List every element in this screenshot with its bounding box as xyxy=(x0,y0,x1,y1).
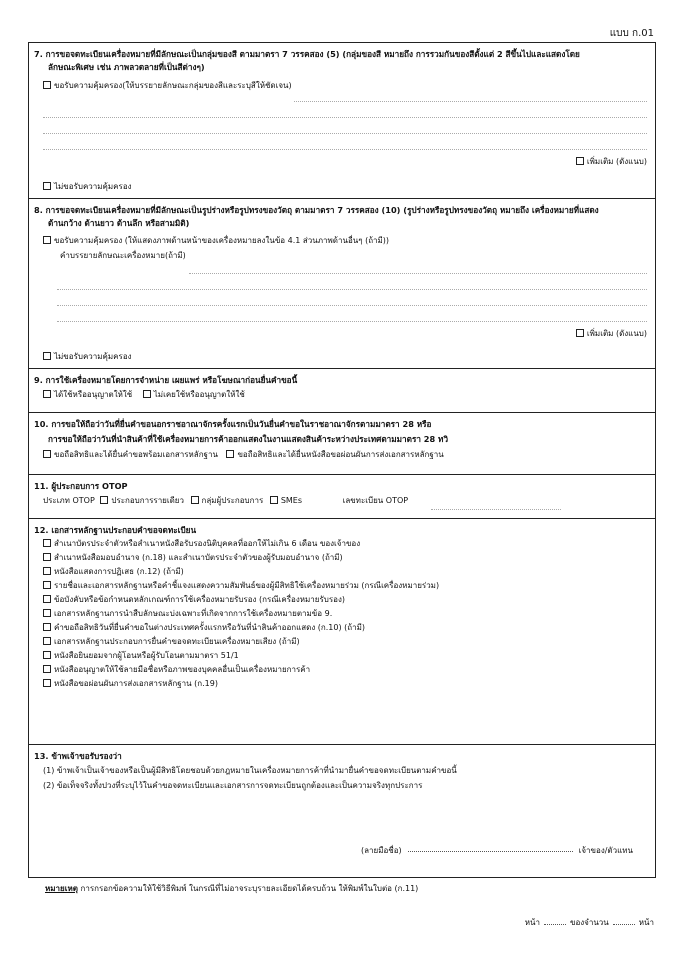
doc-checkbox[interactable] xyxy=(43,623,51,631)
section-7-line[interactable] xyxy=(294,101,647,102)
section-10-title: 10. การขอให้ถือว่าวันที่ยื่นคำขอนอกราชอาณาจักรครั้งแรกเป็นวันยื่นคำขอในราชอาณาจักรตามมาตรา 28 หรือ xyxy=(34,419,432,429)
section-7-title: 7. การขอจดทะเบียนเครื่องหมายที่มีลักษณะเป็นกลุ่มของสี ตามมาตรา 7 วรรคสอง (5) (กลุ่มของสี หมายถึง การรวมกันของสีตั้งแต่ 2 สีขึ้นไปและแสดงโดย xyxy=(34,49,580,59)
section-9-used-label: ได้ใช้หรืออนุญาตให้ใช้ xyxy=(54,390,133,400)
doc-checkbox[interactable] xyxy=(43,539,51,547)
section-10-claim-waiver-checkbox[interactable] xyxy=(226,450,234,458)
section-8-title: 8. การขอจดทะเบียนเครื่องหมายที่มีลักษณะเป็นรูปร่างหรือรูปทรงของวัตถุ ตามมาตรา 7 วรรคสอง (10) (รูปร่างหรือรูปทรงของวัตถุ หมายถึง เครื่องหมายที่แสดง xyxy=(34,205,599,215)
form-code: แบบ ก.01 xyxy=(609,28,654,39)
section-11-type-label: ประเภท OTOP xyxy=(43,496,95,506)
section-8-no-claim-checkbox[interactable] xyxy=(43,352,51,360)
section-7-line[interactable] xyxy=(43,149,647,150)
section-8-title-cont: ด้านกว้าง ด้านยาว ด้านลึก หรือสามมิติ) xyxy=(48,218,190,229)
section-8-desc-label: คำบรรยายลักษณะเครื่องหมาย(ถ้ามี) xyxy=(60,250,186,260)
section-13 xyxy=(29,745,655,879)
section-11-single-label: ประกอบการรายเดียว xyxy=(111,496,184,506)
certify-line-1: (1) ข้าพเจ้าเป็นเจ้าของหรือเป็นผู้มีสิทธิโดยชอบด้วยกฎหมายในเครื่องหมายการค้าที่นำมายื่นคำขอจดทะเบียนตามคำขอนี้ xyxy=(43,766,457,776)
section-8-claim-checkbox[interactable] xyxy=(43,236,51,244)
signature-field[interactable] xyxy=(408,851,573,852)
doc-label: หนังสือขอผ่อนผันการส่งเอกสารหลักฐาน (ก.19) xyxy=(54,679,218,689)
section-7 xyxy=(29,43,655,199)
section-7-no-claim-label: ไม่ขอรับความคุ้มครอง xyxy=(54,182,132,191)
signature-role: เจ้าของ/ตัวแทน xyxy=(578,846,633,855)
section-7-no-claim-checkbox[interactable] xyxy=(43,182,51,190)
section-11-reg-label: เลขทะเบียน OTOP xyxy=(342,496,409,506)
section-13-title: 13. ข้าพเจ้าขอรับรองว่า xyxy=(34,751,122,761)
section-11-reg-input[interactable] xyxy=(431,509,561,510)
section-9-not-used-checkbox[interactable] xyxy=(143,390,151,398)
doc-label: คำขอถือสิทธิวันที่ยื่นคำขอในต่างประเทศครั้งแรกหรือวันที่นำสินค้าออกแสดง (ก.10) (ถ้ามี) xyxy=(54,623,365,633)
section-8 xyxy=(29,199,655,369)
section-8-line[interactable] xyxy=(57,321,647,322)
form-frame xyxy=(28,42,656,878)
section-11-group-checkbox[interactable] xyxy=(191,496,199,504)
doc-checkbox[interactable] xyxy=(43,679,51,687)
doc-checkbox[interactable] xyxy=(43,665,51,673)
section-8-claim-label: ขอรับความคุ้มครอง (ให้แสดงภาพด้านหน้าของเครื่องหมายลงในข้อ 4.1 ส่วนภาพด้านอื่นๆ (ถ้ามี)) xyxy=(54,235,390,245)
total-pages-field[interactable] xyxy=(613,924,635,925)
section-11 xyxy=(29,475,655,519)
section-8-more-checkbox[interactable] xyxy=(576,329,584,337)
section-8-line[interactable] xyxy=(189,273,647,274)
section-7-more-checkbox[interactable] xyxy=(576,157,584,165)
footnote xyxy=(45,884,418,894)
doc-label: ข้อบังคับหรือข้อกำหนดหลักเกณฑ์การใช้เครื่องหมายรับรอง (กรณีเครื่องหมายรับรอง) xyxy=(54,595,345,605)
section-9 xyxy=(29,369,655,413)
section-11-title: 11. ผู้ประกอบการ OTOP xyxy=(34,481,128,491)
section-7-claim-label: ขอรับความคุ้มครอง(ให้บรรยายลักษณะกลุ่มของสีและระบุสีให้ชัดเจน) xyxy=(54,80,292,90)
section-10-title-cont: การขอให้ถือว่าวันที่นำสินค้าที่ใช้เครื่องหมายการค้าออกแสดงในงานแสดงสินค้าระหว่างประเทศตามมาตรา 28 ทวิ xyxy=(48,434,449,445)
page-counter xyxy=(525,918,654,928)
certify-line-2: (2) ข้อเท็จจริงทั้งปวงที่ระบุไว้ในคำขอจดทะเบียนและเอกสารการจดทะเบียนถูกต้องและเป็นความจริงทุกประการ xyxy=(43,781,423,791)
doc-checkbox[interactable] xyxy=(43,609,51,617)
section-11-smes-label: SMEs xyxy=(280,496,303,506)
section-10-claim-docs-label: ขอถือสิทธิและได้ยื่นคำขอพร้อมเอกสารหลักฐาน xyxy=(54,449,218,459)
section-9-title: 9. การใช้เครื่องหมายโดยการจำหน่าย เผยแพร่ หรือโฆษณาก่อนยื่นคำขอนี้ xyxy=(34,375,298,385)
section-8-line[interactable] xyxy=(57,305,647,306)
doc-checkbox[interactable] xyxy=(43,553,51,561)
section-7-more-label: เพิ่มเติม (ดังแนบ) xyxy=(586,157,647,166)
section-10-claim-docs-checkbox[interactable] xyxy=(43,450,51,458)
doc-label: สำเนาบัตรประจำตัวหรือสำเนาหนังสือรับรองนิติบุคคลที่ออกให้ไม่เกิน 6 เดือน ของเจ้าของ xyxy=(54,539,361,549)
section-12-title: 12. เอกสารหลักฐานประกอบคำขอจดทะเบียน xyxy=(34,525,197,535)
doc-label: สำเนาหนังสือมอบอำนาจ (ก.18) และสำเนาบัตรประจำตัวของผู้รับมอบอำนาจ (ถ้ามี) xyxy=(54,553,343,563)
doc-label: เอกสารหลักฐานประกอบการยื่นคำขอจดทะเบียนเครื่องหมายเสียง (ถ้ามี) xyxy=(54,637,300,647)
page-number-field[interactable] xyxy=(544,924,566,925)
footnote-text: การกรอกข้อความให้ใช้วิธีพิมพ์ ในกรณีที่ไม่อาจระบุรายละเอียดได้ครบถ้วน ให้พิมพ์ในใบต่อ (ก.11) xyxy=(77,884,419,893)
footnote-label: หมายเหตุ xyxy=(45,884,78,893)
doc-checkbox[interactable] xyxy=(43,651,51,659)
doc-label: รายชื่อและเอกสารหลักฐานหรือคำชี้แจงแสดงความสัมพันธ์ของผู้มีสิทธิใช้เครื่องหมายร่วม (กรณีเครื่องหมายร่วม) xyxy=(54,581,440,591)
section-11-single-checkbox[interactable] xyxy=(100,496,108,504)
doc-label: หนังสืออนุญาตให้ใช้ลายมือชื่อหรือภาพของบุคคลอื่นเป็นเครื่องหมายการค้า xyxy=(54,665,311,675)
section-11-smes-checkbox[interactable] xyxy=(270,496,278,504)
page-of-label: ของจำนวน xyxy=(569,918,609,927)
pages-label: หน้า xyxy=(638,918,654,927)
doc-label: หนังสือแสดงการปฏิเสธ (ก.12) (ถ้ามี) xyxy=(54,567,184,577)
signature-label: (ลายมือชื่อ) xyxy=(360,846,402,855)
section-9-used-checkbox[interactable] xyxy=(43,390,51,398)
section-7-claim-checkbox[interactable] xyxy=(43,81,51,89)
doc-checkbox[interactable] xyxy=(43,637,51,645)
doc-label: เอกสารหลักฐานการนำสืบลักษณะบ่งเฉพาะที่เกิดจากการใช้เครื่องหมายตามข้อ 9. xyxy=(54,609,333,619)
section-8-line[interactable] xyxy=(57,289,647,290)
section-8-more-label: เพิ่มเติม (ดังแนบ) xyxy=(586,329,647,338)
section-7-line[interactable] xyxy=(43,133,647,134)
section-8-no-claim-label: ไม่ขอรับความคุ้มครอง xyxy=(54,352,132,361)
section-10-claim-waiver-label: ขอถือสิทธิและได้ยื่นหนังสือขอผ่อนผันการส่งเอกสารหลักฐาน xyxy=(237,449,444,459)
section-9-not-used-label: ไม่เคยใช้หรืออนุญาตให้ใช้ xyxy=(153,390,245,400)
doc-label: หนังสือยินยอมจากผู้โอนหรือผู้รับโอนตามมาตรา 51/1 xyxy=(54,651,239,661)
page-label: หน้า xyxy=(524,918,540,927)
section-7-line[interactable] xyxy=(43,117,647,118)
section-12 xyxy=(29,519,655,745)
doc-checkbox[interactable] xyxy=(43,581,51,589)
doc-checkbox[interactable] xyxy=(43,567,51,575)
section-7-title-cont: ลักษณะพิเศษ เช่น ภาพลวดลายที่เป็นสีต่างๆ) xyxy=(48,62,205,73)
section-10 xyxy=(29,413,655,475)
section-11-group-label: กลุ่มผู้ประกอบการ xyxy=(201,496,264,506)
doc-checkbox[interactable] xyxy=(43,595,51,603)
